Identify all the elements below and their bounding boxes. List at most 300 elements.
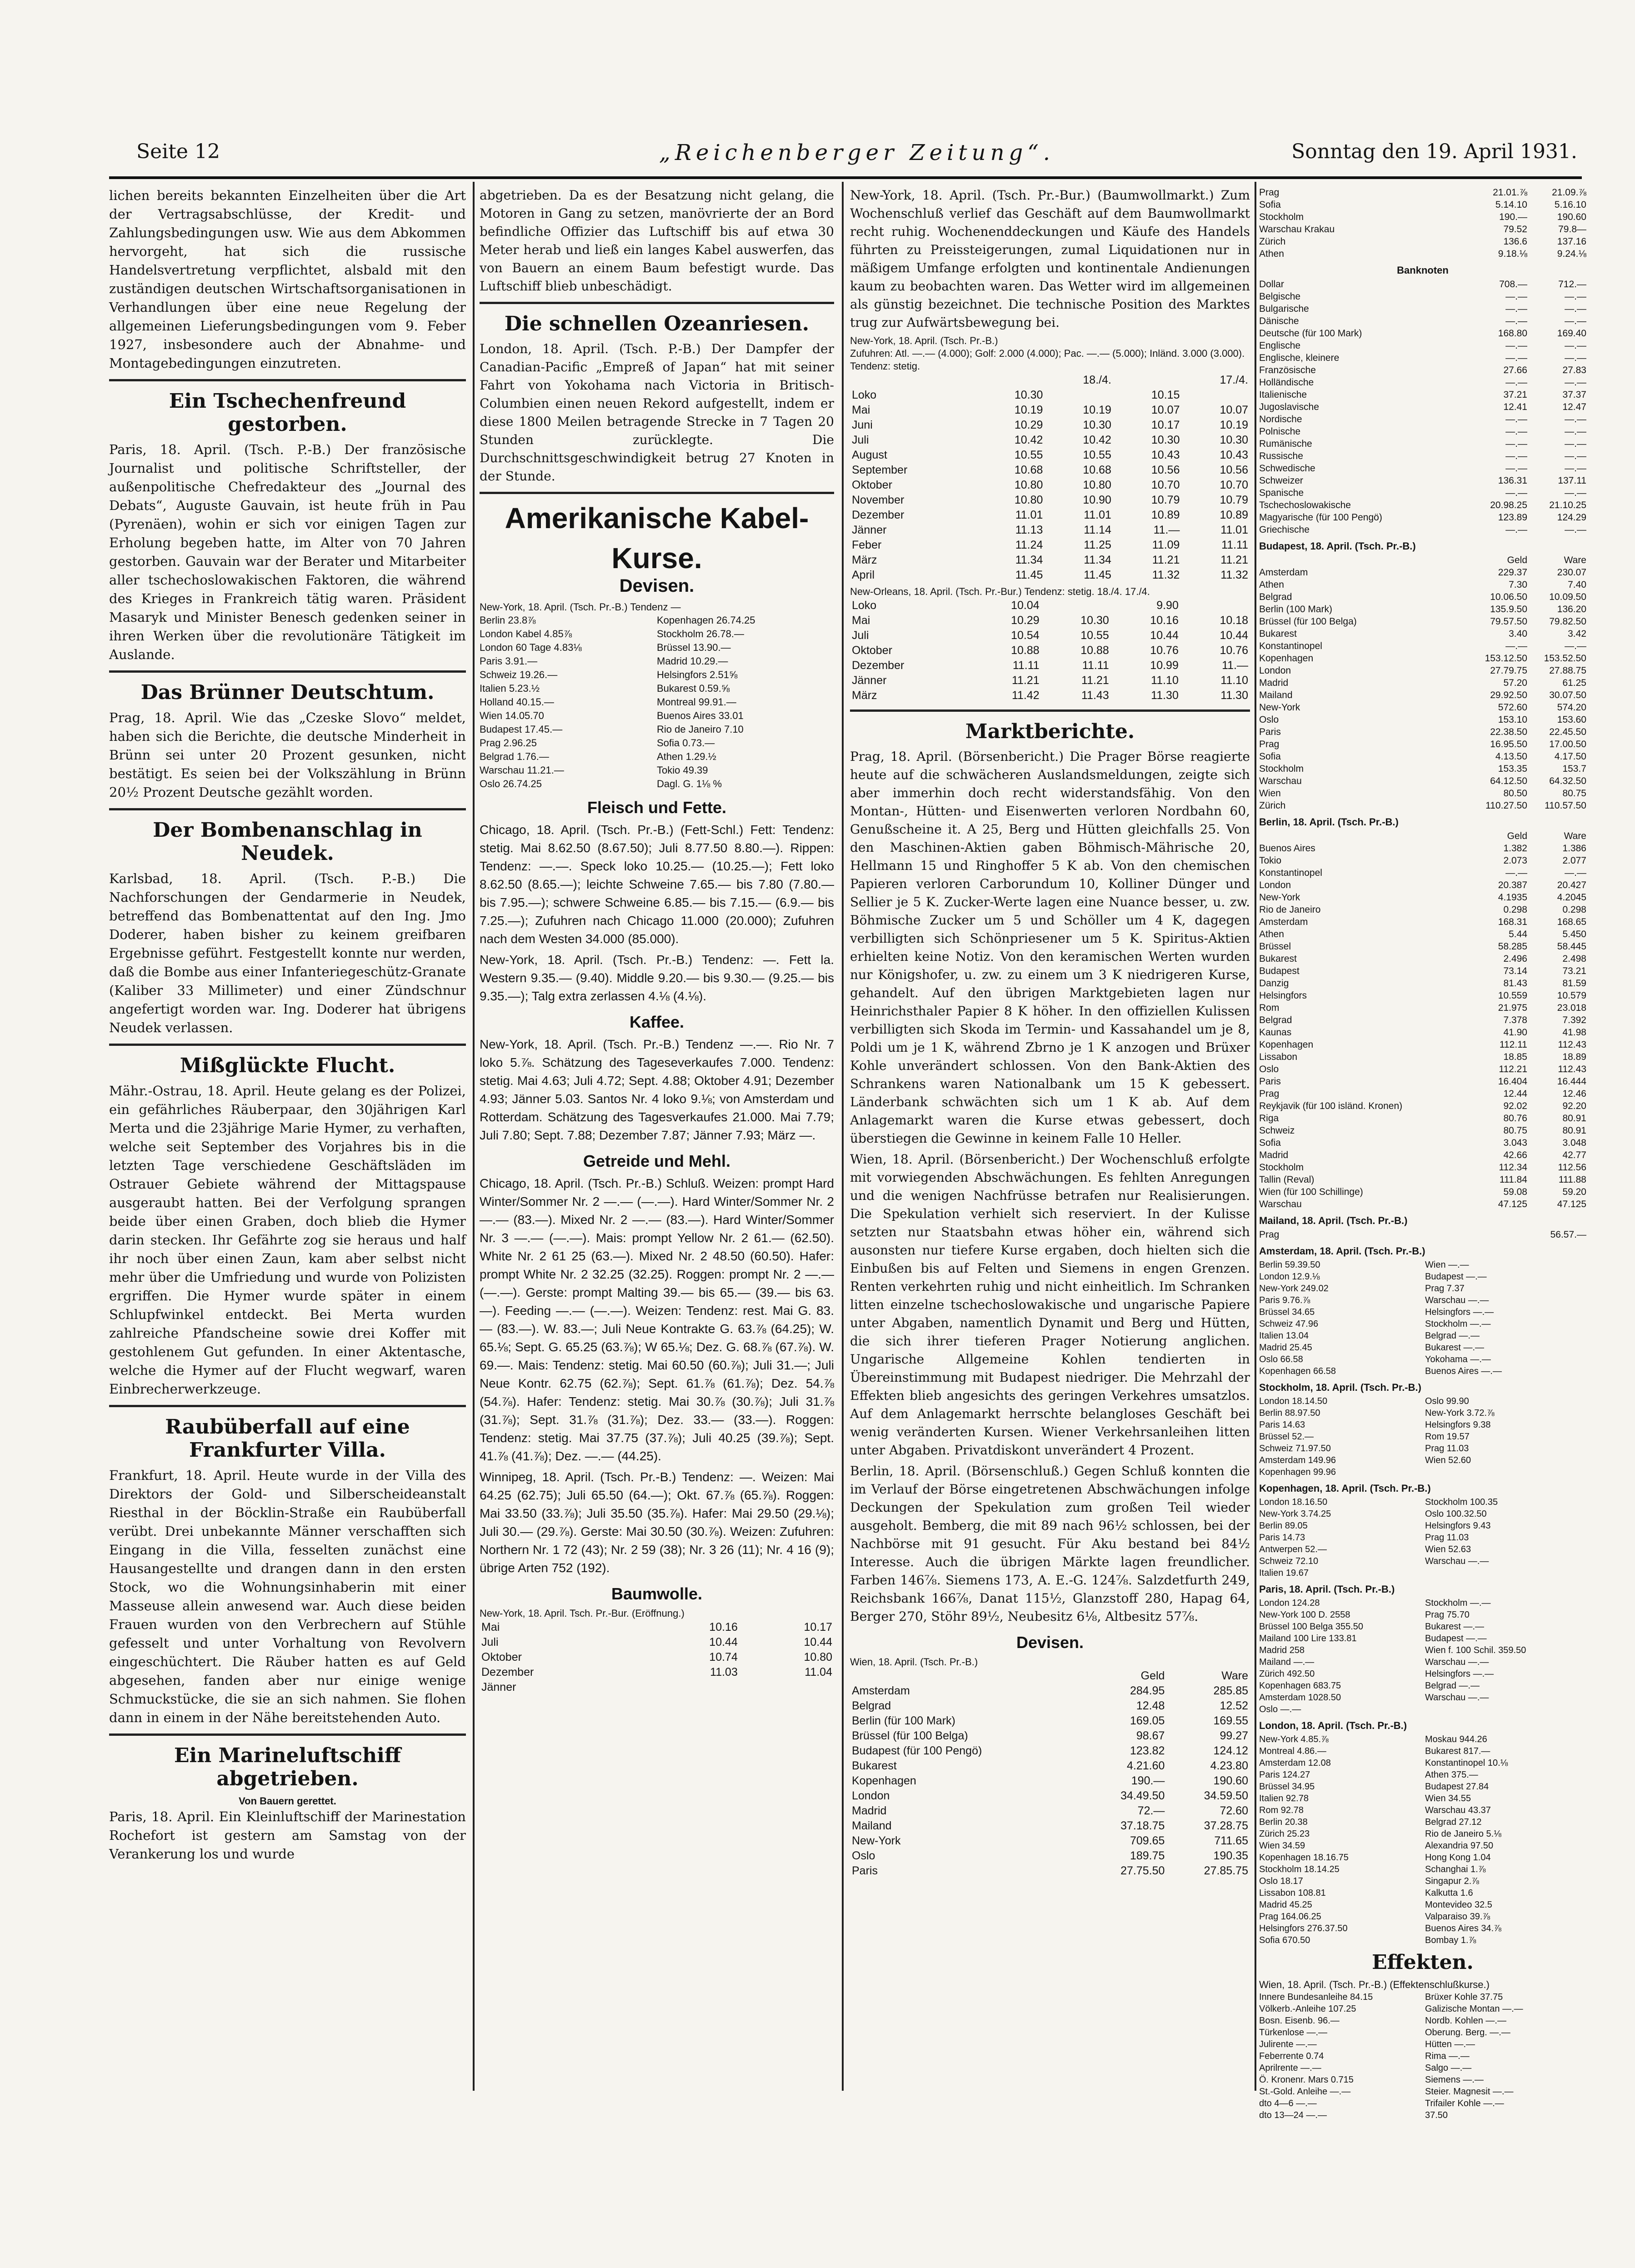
rate-name: Lissabon [1259,1052,1298,1062]
rate-value: —.— [1565,291,1586,302]
rate-row [1259,799,1586,812]
table-row [850,493,1250,508]
rate-entry: Konstantinopel 10.⅛ [1425,1758,1508,1768]
table-cell: 72.60 [1220,1804,1248,1817]
rate-name [1259,830,1468,842]
table-row [850,568,1250,583]
rate-entry: Kopenhagen 683.75 [1259,1681,1341,1691]
rate-name: Belgrad [1259,592,1292,602]
rate-entry: Italien 92.78 [1259,1793,1309,1803]
rate-row [1259,689,1586,701]
rate-entry: Siemens —.— [1425,2075,1484,2085]
table-cell: 11.01 [1220,524,1248,536]
rate-name: Sofia [1259,751,1281,762]
table-cell: Belgrad [852,1699,891,1712]
devisen-heading: Devisen. [619,576,695,596]
rate-row [1259,603,1586,615]
rate-entry: Steier. Magnesit —.— [1425,2087,1514,2097]
rate-entry: Bombay 1.⅞ [1425,1935,1476,1945]
rate-header: Ware [1564,831,1586,841]
rate-entry: Türkenlose —.— [1259,2028,1328,2038]
table-row [850,1818,1250,1833]
rate-entry: Buenos Aires 33.01 [657,710,744,721]
rate-value: 47.125 [1557,1199,1586,1209]
table-cell: 11.32 [1220,569,1248,581]
table-cell: Feber [852,539,882,551]
rate-row [1259,714,1586,726]
rate-row [1259,475,1586,487]
table-row [850,478,1250,493]
table-cell: 10.56 [1220,464,1248,476]
rate-name: Stockholm [1259,212,1304,222]
baumwolle-dateline: New-York, 18. April. Tsch. Pr.-Bur. (Eröffnung.) [480,1608,685,1619]
rate-value: 190.— [1499,212,1527,222]
rate-entry: Buenos Aires —.— [1425,1366,1502,1376]
rate-value: 2.073 [1503,855,1527,866]
rate-value: 712.— [1558,279,1586,290]
table-cell: 10.42 [1083,434,1111,446]
table-cell: 10.04 [1011,599,1040,612]
table-cell: 10.56 [1151,464,1180,476]
table-cell [850,1669,1083,1684]
rate-entry: Prag 11.03 [1425,1444,1469,1454]
rate-value: 58.285 [1498,941,1527,952]
rate-row [1259,524,1586,536]
rate-entry: New-York 4.85.⅞ [1259,1734,1329,1744]
rate-row [1259,1075,1586,1088]
table-cell: 11.03 [710,1666,738,1679]
rate-name: Kopenhagen [1259,1039,1314,1050]
banknoten-rows [1259,278,1586,536]
rate-row [1259,977,1586,989]
table-cell: 10.19 [1014,404,1043,416]
table-row [850,388,1250,403]
rate-entry: Rima —.— [1425,2051,1470,2061]
rate-value: 92.02 [1503,1101,1527,1111]
rate-entry: Holland 40.15.— [480,696,554,708]
rate-row [1259,615,1586,628]
column-divider [473,182,475,2091]
rate-value: —.— [1505,439,1527,449]
devisen-dateline: New-York, 18. April. (Tsch. Pr.-B.) Tendenz — [480,601,681,613]
article-text: Paris, 18. April. (Tsch. P.-B.) Der französische Journalist und politische Schriftsteller, der außenpolitische Chefredakteur des „Journal des Debats“, Auguste Gauvain, ist heute früh in Pau (Pyrenäen), wohin er sich vor einigen Tagen zur Erholung begeben hatte, im Alter von 70 Jahren gestorben. Gauvain war der Berater und Mitarbeiter aller tschechoslowakischen Faktoren, die während des Krieges in Frankreich tätig waren. Präsident Masaryk und Minister Benesch gedenken seiner in ihren Werken über die revolutionäre Tätigkeit im Auslande. [109,442,466,662]
rate-entry: New-York 3.74.25 [1259,1509,1331,1519]
table-cell: 11.45 [1015,569,1043,581]
table-cell: September [852,464,908,476]
berlin-heading: Berlin, 18. April. (Tsch. Pr.-B.) [1259,816,1399,828]
rate-name: Paris [1259,727,1281,737]
header-rule [109,176,1582,179]
rate-name: Tokio [1259,855,1282,866]
rate-name: Reykjavik (für 100 isländ. Kronen) [1259,1101,1403,1111]
table-cell: 284.95 [1130,1684,1165,1697]
rate-name: Sofia [1259,1138,1281,1148]
separator [850,709,1250,712]
rate-value: 136.20 [1557,604,1586,614]
table-cell: 10.18 [1220,614,1248,627]
rate-value: 136.6 [1503,236,1527,247]
amsterdam-heading: Amsterdam, 18. April. (Tsch. Pr.-B.) [1259,1245,1425,1257]
rate-name: Madrid [1259,678,1289,688]
table-row [850,1713,1250,1728]
rate-name: New-York [1259,892,1300,903]
rate-value: 21.01.⅞ [1493,187,1527,198]
rate-entry: Rom 92.78 [1259,1805,1304,1815]
table-cell: 10.68 [1083,464,1111,476]
rate-entry: Oslo 99.90 [1425,1396,1469,1406]
rate-value: —.— [1565,451,1586,461]
rate-header-row [1259,830,1586,842]
table-cell: 10.29 [1011,614,1040,627]
rate-row [1259,1063,1586,1075]
rate-row [1259,1198,1586,1210]
rate-name: Kopenhagen [1259,653,1314,664]
table-row [850,538,1250,553]
rate-value: 17.00.50 [1549,739,1586,749]
rate-entry: Warschau 11.21.— [480,764,564,776]
rate-value: 2.077 [1562,855,1586,866]
article-text: Frankfurt, 18. April. Heute wurde in der Villa des Direktors der Gold- und Silberscheideanstalt Riesthal in der Böcklin-Straße ein Raubüberfall verübt. Drei unbekannte Männer verschafften sich Eingang in die Villa, fesselten zunächst eine Hausangestellte und drangen dann in den ersten Stock, wo die Wohnungsinhaberin mit einer Masseuse allein anwesend war. Auch diese beiden Frauen wurden von den Verbrechern auf Stühle gefesselt und unter Vorhaltung von Revolvern eingeschüchtert. Die Räuber hatten es auf Geld abgesehen, fanden aber nur einige wenige Schmuckstücke, die sie an sich nahmen. Sie flohen dann in einem in der Nähe bereitstehenden Auto. [109,1468,466,1725]
rate-value: 20.427 [1557,880,1586,890]
rate-value: 5.14.10 [1495,200,1527,210]
rate-value: —.— [1505,316,1527,326]
table-cell: London [852,1789,890,1802]
rate-row [1259,566,1586,579]
rate-entry: Prag 2.96.25 [480,737,537,749]
rate-value: 73.21 [1562,966,1586,976]
rate-value: —.— [1565,439,1586,449]
rate-name: Bukarest [1259,629,1297,639]
rate-row [1259,211,1586,223]
rate-entry: Madrid 258 [1259,1645,1305,1655]
separator [109,379,466,381]
rate-entry: Paris 14.73 [1259,1533,1305,1543]
table-cell: Dezember [481,1666,534,1679]
rate-value: 137.11 [1558,475,1586,486]
rate-value: 41.90 [1503,1027,1527,1038]
rate-list [1259,1496,1420,1579]
table-cell: 169.55 [1213,1714,1248,1727]
rate-row [1259,1088,1586,1100]
rate-row [1259,401,1586,413]
table-cell: 11.13 [1015,524,1043,536]
rate-name: Jugoslavische [1259,402,1319,412]
rate-name: New-York [1259,702,1300,713]
rate-name: Prag [1259,1229,1280,1240]
table-cell: 10.43 [1220,449,1248,461]
rate-list [1425,1259,1586,1377]
table-row [850,1863,1250,1878]
rate-entry: Ö. Kronenr. Mars 0.715 [1259,2075,1354,2085]
rate-name: Rumänische [1259,439,1312,449]
rate-value: 708.— [1499,279,1527,290]
rate-entry: Hütten —.— [1425,2039,1475,2049]
rate-entry: St.-Gold. Anleihe —.— [1259,2087,1351,2097]
rate-value: 112.34 [1499,1162,1527,1173]
rate-entry: Moskau 944.26 [1425,1734,1487,1744]
rate-entry: Bukarest —.— [1425,1343,1485,1353]
kopenhagen-rates [1259,1496,1586,1579]
rate-entry: Brüssel 100 Belga 355.50 [1259,1622,1364,1632]
rate-entry: Wien 52.63 [1425,1544,1471,1554]
table-cell: Jänner [852,524,887,536]
table-cell: Dezember [852,659,905,672]
table-cell: Juli [481,1636,499,1649]
rate-row [1259,425,1586,438]
rate-value: 79.52 [1503,224,1527,235]
table-row [480,1650,834,1665]
rate-header: Geld [1507,555,1527,565]
paris-heading: Paris, 18. April. (Tsch. Pr.-B.) [1259,1584,1395,1595]
rate-value: 64.12.50 [1490,776,1527,786]
table-cell: 10.17 [804,1621,832,1634]
table-cell: 12.48 [1136,1699,1165,1712]
kopenhagen-heading: Kopenhagen, 18. April. (Tsch. Pr.-B.) [1259,1483,1431,1494]
table-row [480,1680,834,1695]
rate-value: —.— [1505,353,1527,363]
rate-entry: Paris 9.76.⅞ [1259,1295,1310,1305]
rate-name: Tschechoslowakische [1259,500,1351,510]
rate-entry: Valparaiso 39.⅞ [1425,1912,1490,1922]
rate-entry: Stockholm 100.35 [1425,1497,1498,1507]
wien-devisen-table [850,1669,1250,1878]
rate-entry: London 18.16.50 [1259,1497,1328,1507]
rate-value: 37.37 [1562,390,1586,400]
rate-name: Mailand [1259,690,1293,700]
rate-entry: Yokohama —.— [1425,1354,1491,1364]
rate-row [1259,965,1586,977]
rate-entry: Trifailer Kohle —.— [1425,2098,1504,2108]
rate-name: Schweiz [1259,1125,1295,1136]
rate-list [1425,1597,1586,1715]
rate-value: 190.60 [1557,212,1586,222]
table-cell: März [852,689,877,702]
table-cell: 10.80 [1014,494,1043,506]
table-cell: 10.30 [1014,389,1043,401]
kaffee-heading: Kaffee. [629,1013,685,1031]
article-text: Prag, 18. April. Wie das „Czeske Slovo“ meldet, haben sich die Berichte, die deutsche Minderheit in Brünn sei unter 20 Prozent gesunken, nicht bestätigt. Es seien bei der Volkszählung in Brünn 20½ Prozent Deutsche gezählt worden. [109,710,466,800]
rate-name: Amsterdam [1259,567,1308,578]
rate-entry: Schweiz 72.10 [1259,1556,1319,1566]
prag-report: Prag, 18. April. (Börsenbericht.) Die Prager Börse reagierte heute auf die schwächeren Auslandsmeldungen, zeigte sich aber immerhin doch recht widerstandsfähig. Von den Montan-, Hütten- und Eisenwerten verloren Nordbahn 60, Genußscheine it. A 25, Berg und Hütten gleichfalls 25. Von den Maschinen-Aktien gaben Böhmisch-Mährische 20, Hellmann 15 und Ringhoffer 5 K ab. Von den chemischen Papieren verloren Carborundum 10, Kolliner Dünger und Sellier je 5 K. Zucker-Werte lagen eine Nuance besser, u. zw. Böhmische Zucker um 5 und Schöller um 4 K, dagegen verbilligten sich Schönpriesener um 5 K. Spiritus-Aktien erhielten keine Notiz. Von den keramischen Werten wurden nur Königshofer, u. zw. zu einem um 3 K niedrigeren Kurse, gehandelt. Auf den übrigen Marktgebieten lagen nur Heinrichsthaler Papier 8 K höher. In den offiziellen Kulissen verbilligten sich Skoda im Termin- und Kassahandel um je 8, Poldi um je 1 K, während Zbrno je 1 K anzogen und Brüxer Kohle unverändert schlossen. Von den Bank-Aktien des Schrankens waren Nationalbank um 15 K gebessert. Länderbank schwächten sich um 1 K ab. Auf dem Anlagemarkt waren die Kurse etwas gebessert, doch überstiegen die Gewinne in keinem Falle 10 Heller. [850,749,1250,1146]
table-cell: 11.09 [1152,539,1180,551]
rate-value: 4.13.50 [1495,751,1527,762]
rate-entry: Oslo 26.74.25 [480,778,542,789]
rate-list [1259,1395,1420,1478]
rate-name: Riga [1259,1113,1279,1124]
table-cell: 10.55 [1083,449,1111,461]
rate-row [1259,953,1586,965]
rate-name: Brüssel [1259,941,1291,952]
table-cell: 10.99 [1150,659,1179,672]
rate-row [1259,438,1586,450]
rate-entry: London 60 Tage 4.83⅛ [480,642,582,653]
table-cell: Madrid [852,1804,887,1817]
rate-value: —.— [1565,414,1586,425]
rate-entry: London 18.14.50 [1259,1396,1328,1406]
rate-row [1259,726,1586,738]
rate-entry: Prag 11.03 [1425,1533,1469,1543]
table-row [850,643,1250,658]
table-cell: 11.11 [1221,539,1248,551]
table-row [850,553,1250,568]
rate-entry: Paris 14.63 [1259,1420,1305,1430]
rate-row [1259,891,1586,904]
rate-entry: Stockholm 18.14.25 [1259,1864,1340,1874]
rate-row [1259,775,1586,787]
table-cell: November [852,494,905,506]
table-row [850,1788,1250,1803]
rate-name: Oslo [1259,1064,1279,1074]
rate-value: 153.10 [1498,714,1527,725]
table-cell: 10.89 [1151,509,1180,521]
rate-entry: London 124.28 [1259,1598,1320,1608]
table-row [850,448,1250,463]
rate-value: 27.79.75 [1490,665,1527,676]
rate-value: 112.21 [1499,1064,1527,1074]
table-cell: 72.— [1137,1804,1165,1817]
getreide-text: Chicago, 18. April. (Tsch. Pr.-B.) Schluß. Weizen: prompt Hard Winter/Sommer Nr. 2 —.— (—.—). Hard Winter/Sommer Nr. 2 —.— (83.—). Mixed Nr. 2 —.— (83.—). Hard Winter/Sommer Nr. 3 —.— (—.—). Mais: prompt Yellow Nr. 2 61.— (62.50). White Nr. 2 61 25 (63.—). Mixed Nr. 2 48.50 (60.50). Hafer: prompt White Nr. 2 32.25 (32.25). Roggen: prompt Nr. 2 —.— (—.—). Gerste: prompt Malting 39.— bis 65.— (39.— bis 63.—). Feeding —.— (—.—). Weizen: Tendenz: rest. Mai G. 83.— (83.—). W. 83.—; Juli Neue Kontrakte G. 63.⅞ (64.25); W. 65.⅛; Sept. G. 65.25 (63.⅞); W 65.⅛; Dez. G. 68.⅞ (67.⅞). W. 69.—. Mais: Tendenz: stetig. Mai 60.50 (60.⅞); Juli 31.—; Juli Neue Kontr. 62.75 (62.⅞); Sept. 61.⅞ (61.⅞); Dez. 54.⅞ (54.⅞). Hafer: Tendenz: stetig. Mai 30.⅞ (30.⅞); Juli 31.⅞ (31.⅞); Sept. 31.⅞ (31.⅞); Dez. 33.— (33.—). Roggen: Tendenz: stetig. Mai 37.75 (37.⅞); Juli 40.25 (39.⅞); Sept. 41.⅞ (41.⅞); Dez. —.— (44.25). [480,1176,834,1463]
table-cell: 11.04 [805,1666,832,1679]
table-row [850,1833,1250,1848]
table-cell: Oktober [852,644,892,657]
rate-row [1259,199,1586,211]
table-cell: 34.59.50 [1204,1789,1248,1802]
rate-value: —.— [1565,316,1586,326]
rate-value: 64.32.50 [1549,776,1586,786]
amsterdam-rates [1259,1259,1586,1377]
article-text: Mähr.-Ostrau, 18. April. Heute gelang es der Polizei, ein gefährliches Räuberpaar, den 30jährigen Karl Merta und die 23jährige Marie Hymer, zu verhaften, welche seit September des Vorjahres bis in die letzten Tage verschiedene Geschäftsläden im Ostrauer Gebiete während der Mittagspause ausgeraubt hatten. Bei der Verfolgung sprangen beide über einen Graben, doch blieb die Hymer darin stecken. Ihr Gefährte zog sie heraus und half ihr noch über einen Zaun, kam aber selbst nicht mehr über die Umfriedung und wurde von Polizisten ergriffen. Die Hymer wurde später in einem Schlupfwinkel entdeckt. Bei Merta wurden zahlreiche Pfandscheine sowie drei Koffer mit gestohlenem Gut gefunden. In einer Aktentasche, welche die Hymer auf der Flucht wegwarf, waren Einbrecherwerkzeuge. [109,1083,466,1397]
table-row [850,1758,1250,1773]
rate-name: Bulgarische [1259,304,1309,314]
rate-entry: dto 4—6 —.— [1259,2098,1317,2108]
table-cell: Jänner [481,1681,516,1694]
rate-value: —.— [1505,463,1527,474]
rate-value: —.— [1505,414,1527,425]
table-cell: 10.30 [1151,434,1180,446]
table-cell: 10.70 [1220,479,1248,491]
table-cell: 10.89 [1220,509,1248,521]
rate-value: 47.125 [1498,1199,1527,1209]
rate-value: —.— [1505,340,1527,351]
table-row [480,1665,834,1680]
separator [109,1733,466,1736]
rate-row [1259,1186,1586,1198]
rate-value: 80.91 [1562,1113,1586,1124]
rate-entry: Stockholm 26.78.— [657,628,744,639]
effekten-rates [1259,1991,1586,2121]
rate-value: 153.12.50 [1485,653,1527,664]
rate-list [1425,1496,1586,1579]
separator [109,1044,466,1046]
rate-name: Berlin (100 Mark) [1259,604,1333,614]
rate-list [1259,1259,1420,1377]
table-cell: 27.75.50 [1120,1864,1165,1877]
table-row [850,433,1250,448]
rate-value: 9.24.⅛ [1557,249,1586,259]
rate-row [1259,640,1586,652]
rate-entry: Bukarest 0.59.⅝ [657,683,730,694]
rate-entry: Schanghai 1.⅞ [1425,1864,1486,1874]
rate-name: Tallin (Reval) [1259,1174,1315,1185]
rate-name: Englische [1259,340,1301,351]
table-cell: 10.07 [1220,404,1248,416]
rate-value: 80.75 [1503,1125,1527,1136]
table-cell: Loko [852,389,877,401]
rate-value: 572.60 [1498,702,1527,713]
rate-entry: Schweiz 47.96 [1259,1319,1319,1329]
article-text: Karlsbad, 18. April. (Tsch. P.-B.) Die Nachforschungen der Gendarmerie in Neudek, betreffend das Bombenattentat auf den Ing. Jmo Doderer, haben bisher zu keinem greifbaren Ergebnisse geführt. Festgestellt konnte nur werden, daß die Bombe aus einer Infanteriegeschütz-Granate (Kaliber 33 Millimeter) und einer Zündschnur angefertigt worden war. Ing. Doderer hat übrigens Neudek verlassen. [109,871,466,1035]
table-cell: 11.10 [1220,674,1248,687]
table-cell: 11.34 [1015,554,1043,566]
rate-value: 7.392 [1562,1015,1586,1025]
rate-name: Englische, kleinere [1259,353,1340,363]
rate-entry: Antwerpen 52.— [1259,1544,1327,1554]
rate-row [1259,879,1586,891]
table-cell: 9.90 [1156,599,1179,612]
separator [480,302,834,304]
rate-value: 112.43 [1558,1064,1586,1074]
rate-entry: Stockholm —.— [1425,1319,1491,1329]
rate-entry: Berlin 88.97.50 [1259,1408,1320,1418]
rate-value: 73.14 [1503,966,1527,976]
rate-name: Italienische [1259,390,1307,400]
table-cell: Juni [852,419,873,431]
rate-row [1259,303,1586,315]
table-row [850,508,1250,523]
rate-row [1259,854,1586,867]
rate-value: 112.56 [1558,1162,1586,1173]
rate-entry: Madrid 10.29.— [657,655,728,667]
rate-value: 21.975 [1498,1003,1527,1013]
rate-row [1259,186,1586,199]
table-cell: 10.30 [1083,419,1111,431]
ny-zufuhren: Zufuhren: Atl. —.— (4.000); Golf: 2.000 (4.000); Pac. —.— (5.000); Inländ. 3.000 (3.000). Tendenz: stetig. [850,348,1245,372]
table-cell: Mai [481,1621,500,1634]
rate-value: —.— [1565,304,1586,314]
rate-value: 81.43 [1503,978,1527,989]
rate-entry: Brüssel 34.95 [1259,1782,1315,1792]
rate-value: 4.1935 [1498,892,1527,903]
rate-value: —.— [1565,868,1586,878]
rate-entry: Berlin 89.05 [1259,1521,1308,1531]
rate-entry: Feberrente 0.74 [1259,2051,1324,2061]
rate-entry: New-York 249.02 [1259,1284,1329,1294]
table-row [850,613,1250,628]
table-header-cell: 18./4. [1083,374,1111,386]
rate-value: 1.386 [1562,843,1586,854]
table-cell: Oslo [852,1849,875,1862]
table-cell: 10.76 [1150,644,1179,657]
rate-value: 7.378 [1503,1015,1527,1025]
rate-entry: Helsingfors 9.38 [1425,1420,1491,1430]
rate-entry: Nordb. Kohlen —.— [1425,2016,1506,2026]
rate-name: Zürich [1259,800,1286,811]
rate-entry: Prag 75.70 [1425,1610,1470,1620]
rate-entry: Montevideo 32.5 [1425,1900,1492,1910]
rate-row [1259,278,1586,290]
column-3 [850,186,1250,2091]
rate-name: Belgrad [1259,1015,1292,1025]
table-cell: 11.21 [1081,674,1109,687]
rate-name: Russische [1259,451,1303,461]
rate-value: 3.42 [1568,629,1586,639]
table-cell: Budapest (für 100 Pengö) [852,1744,982,1757]
article-headline: Raubüberfall auf eine Frankfurter Villa. [165,1415,410,1462]
table-cell: 10.15 [1151,389,1180,401]
rate-value: 110.57.50 [1545,800,1586,811]
table-row [850,673,1250,688]
